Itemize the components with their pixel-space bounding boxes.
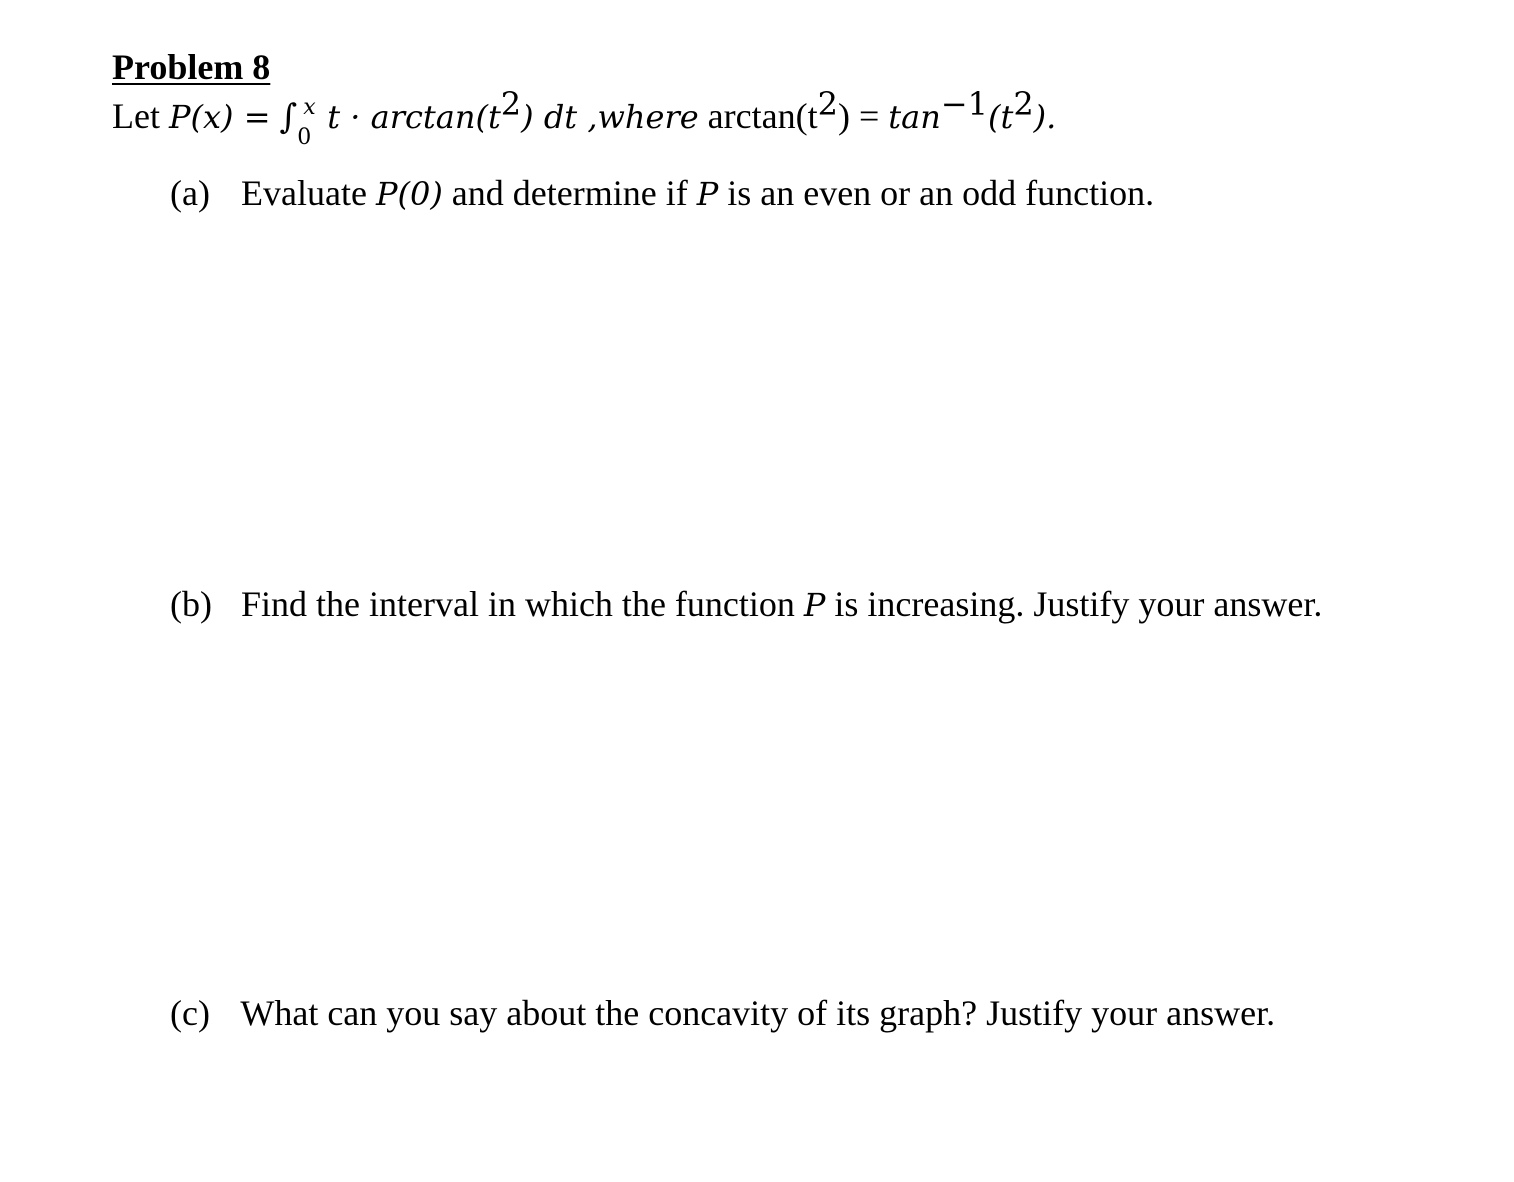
integrand-close: ) dt ,where	[521, 98, 699, 136]
let-word: Let	[112, 96, 160, 136]
integral-sign: ∫	[279, 97, 298, 137]
part-a-label: (a)	[170, 173, 210, 213]
part-b	[170, 583, 1322, 625]
part-c-text-1: What can you say about the concavity of its graph? Justify your answer.	[240, 993, 1276, 1033]
integrand-exponent: 2	[500, 85, 522, 123]
integral-limits	[297, 95, 319, 150]
part-a-text-2: and determine if	[451, 173, 688, 213]
part-a-text-1: Evaluate	[241, 173, 367, 213]
tan-argument: (t	[987, 98, 1014, 136]
part-a-math-1: P(0)	[375, 175, 443, 213]
lower-limit: 0	[297, 125, 312, 150]
integrand: t · arctan(t	[327, 98, 501, 136]
upper-limit: x	[303, 95, 316, 120]
problem-title: Problem 8	[112, 47, 271, 87]
problem-statement	[112, 85, 1057, 150]
arctan-plain: arctan(t	[707, 96, 818, 136]
part-b-text-2: is increasing. Justify your answer.	[834, 584, 1323, 624]
part-a-text-3: is an even or an odd function.	[727, 173, 1155, 213]
tan-inverse: tan	[888, 98, 941, 136]
part-c	[170, 992, 1275, 1034]
function-lhs: P(x) =	[168, 98, 271, 136]
part-b-label: (b)	[170, 584, 212, 624]
tan-close: ).	[1033, 98, 1057, 136]
part-b-text-1: Find the interval in which the function	[241, 584, 795, 624]
part-b-math-1: P	[803, 586, 826, 624]
equals-sign: ) =	[837, 96, 880, 136]
arctan-exponent: 2	[817, 85, 838, 123]
part-a-math-2: P	[696, 175, 719, 213]
tan-exponent: −1	[940, 85, 988, 123]
tan-arg-exponent: 2	[1013, 85, 1034, 123]
part-c-label: (c)	[170, 993, 210, 1033]
part-a	[170, 172, 1154, 214]
